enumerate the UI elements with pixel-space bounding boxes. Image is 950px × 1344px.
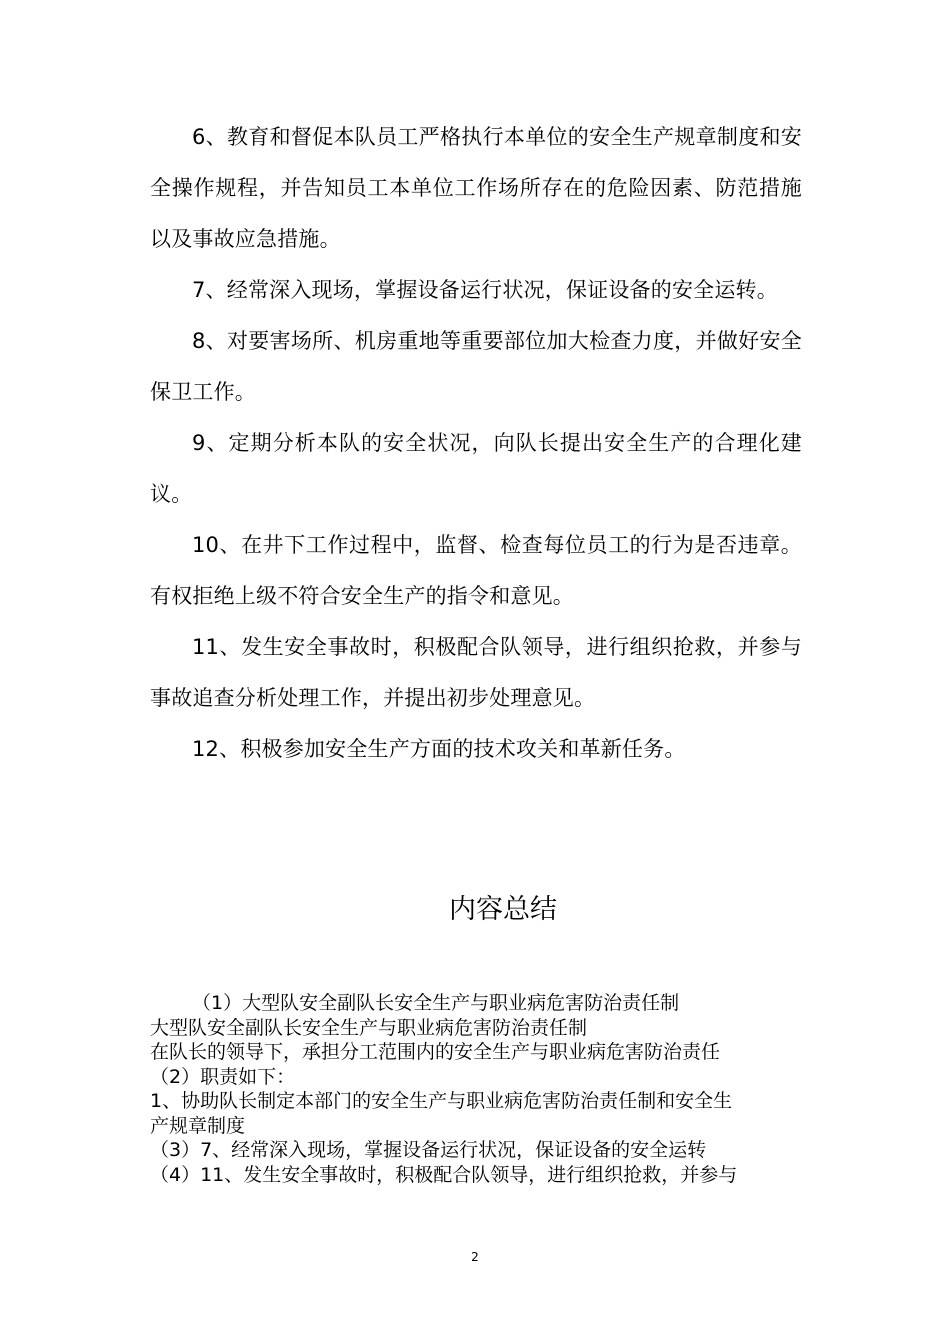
summary-line: 大型队安全副队长安全生产与职业病危害防治责任制 <box>150 1016 588 1039</box>
summary-block <box>150 991 790 1187</box>
summary-line: 产规章制度 <box>150 1114 246 1137</box>
summary-line: （3）7、经常深入现场，掌握设备运行状况，保证设备的安全运转 <box>150 1139 707 1161</box>
summary-line: 1、协助队长制定本部门的安全生产与职业病危害防治责任制和安全生 <box>150 1090 733 1112</box>
paragraph-item-11: 11、发生安全事故时，积极配合队领导，进行组织抢救，并参与事故追查分析处理工作，并提出初步处理意见。 <box>150 635 802 710</box>
page-number: 2 <box>471 1250 479 1264</box>
paragraph-item-9: 9、定期分析本队的安全状况，向队长提出安全生产的合理化建议。 <box>150 431 802 506</box>
paragraph-item-8: 8、对要害场所、机房重地等重要部位加大检查力度，并做好安全保卫工作。 <box>150 329 802 404</box>
summary-line: （2）职责如下： <box>150 1065 296 1088</box>
summary-line: （4）11、发生安全事故时，积极配合队领导，进行组织抢救，并参与 <box>150 1163 738 1186</box>
summary-title: 内容总结 <box>449 894 557 925</box>
summary-line: （1）大型队安全副队长安全生产与职业病危害防治责任制 <box>192 992 680 1014</box>
paragraph-item-10: 10、在井下工作过程中，监督、检查每位员工的行为是否违章。有权拒绝上级不符合安全生产的指令和意见。 <box>150 533 802 608</box>
paragraph-item-7: 7、经常深入现场，掌握设备运行状况，保证设备的安全运转。 <box>192 278 778 302</box>
paragraph-item-6: 6、教育和督促本队员工严格执行本单位的安全生产规章制度和安全操作规程，并告知员工本单位工作场所存在的危险因素、防范措施以及事故应急措施。 <box>150 125 802 251</box>
body-text <box>150 112 802 775</box>
summary-line: 在队长的领导下，承担分工范围内的安全生产与职业病危害防治责任 <box>150 1041 721 1063</box>
paragraph-item-12: 12、积极参加安全生产方面的技术攻关和革新任务。 <box>192 737 686 761</box>
